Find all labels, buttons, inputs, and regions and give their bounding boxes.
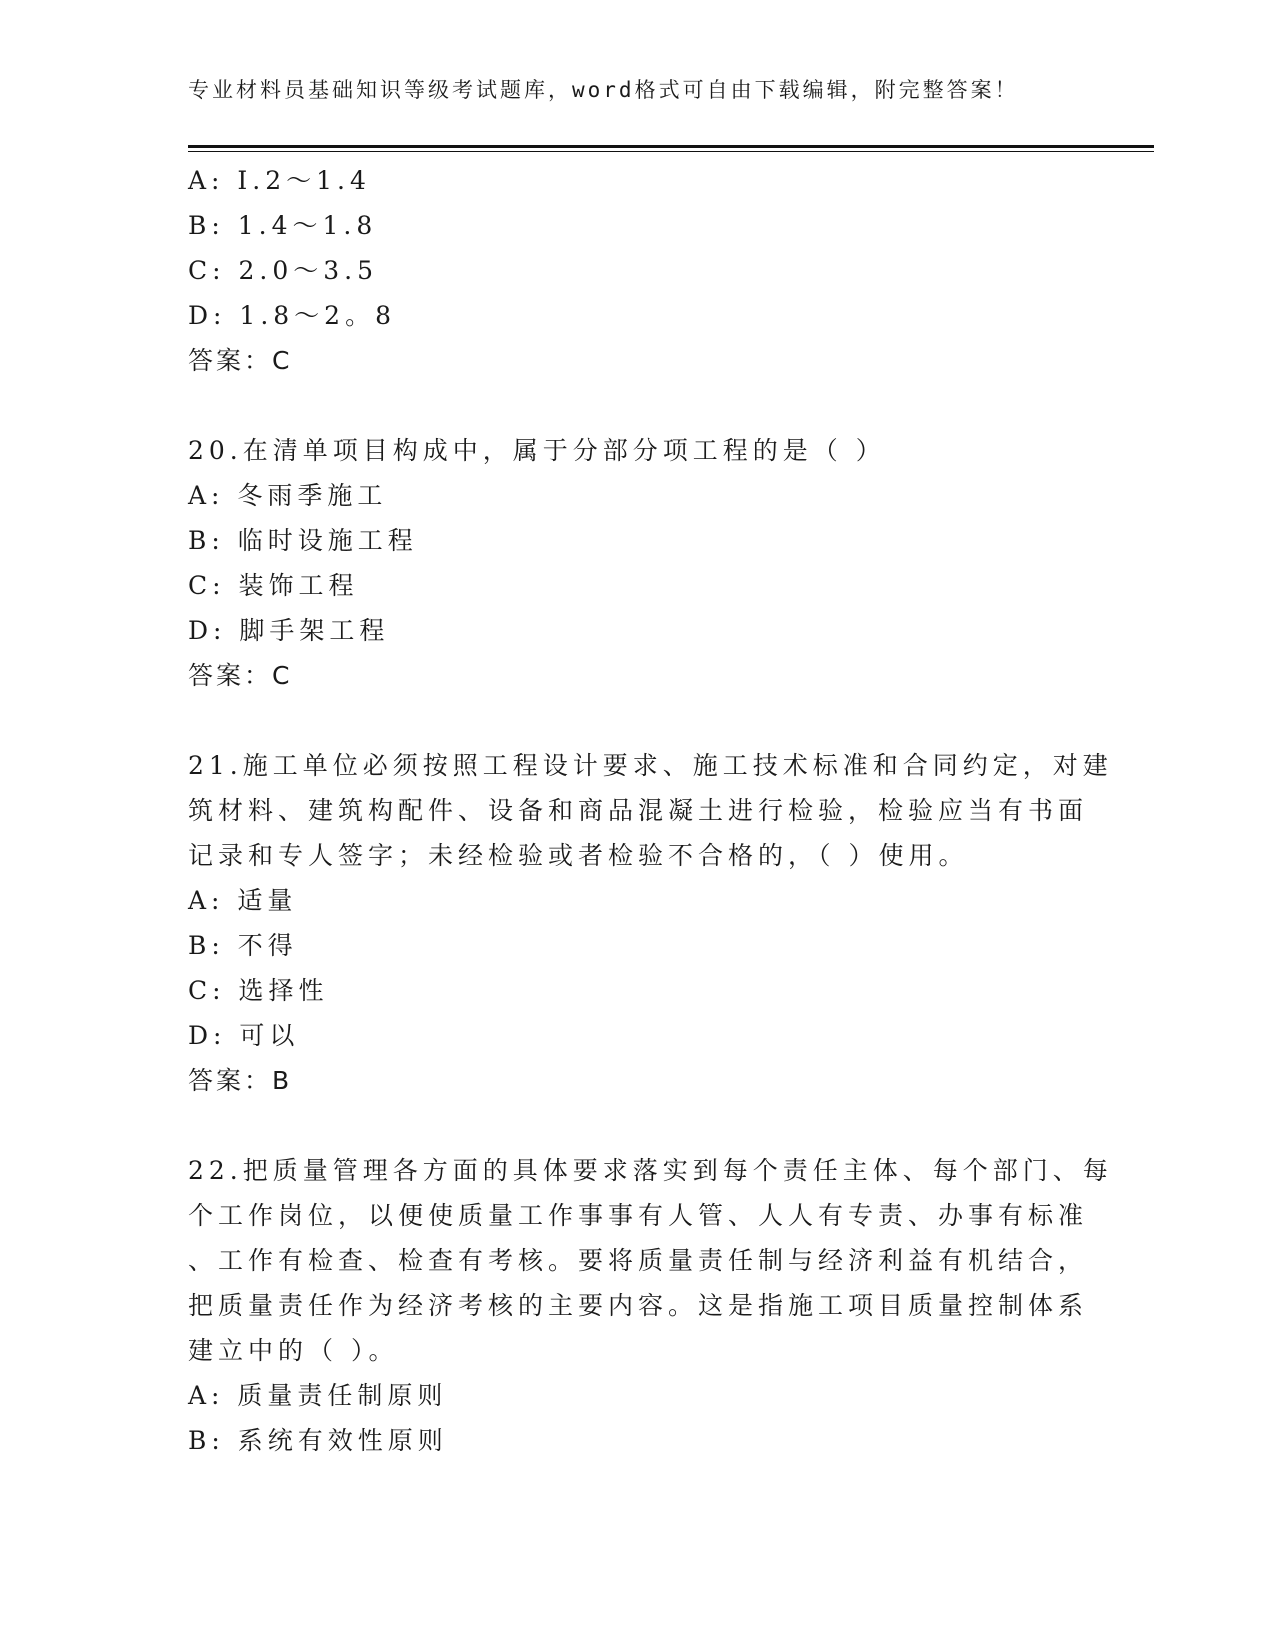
header-rule-thin xyxy=(188,151,1154,152)
answer: 答案：B xyxy=(188,1066,293,1095)
spacer xyxy=(188,383,1088,428)
question-text-line: 筑材料、建筑构配件、设备和商品混凝土进行检验，检验应当有书面 xyxy=(188,796,1089,825)
question-text-line: 记录和专人签字；未经检验或者检验不合格的，（ ）使用。 xyxy=(188,841,969,870)
option-a: A: 适量 xyxy=(188,886,298,915)
question-text-line: 、工作有检查、检查有考核。要将质量责任制与经济利益有机结合， xyxy=(188,1246,1089,1275)
document-body xyxy=(188,158,1113,1463)
question-text: 20.在清单项目构成中，属于分部分项工程的是（ ） xyxy=(188,436,886,465)
option-c: C: 2.0～3.5 xyxy=(188,256,379,285)
document-header: 专业材料员基础知识等级考试题库，word格式可自由下载编辑，附完整答案！ xyxy=(188,78,1019,102)
question-19 xyxy=(188,158,1088,383)
option-c: C: 选择性 xyxy=(188,976,329,1005)
option-b: B: 不得 xyxy=(188,931,298,960)
option-a: A: 质量责任制原则 xyxy=(188,1381,448,1410)
option-a: A: I.2～1.4 xyxy=(188,166,371,195)
question-text-line: 21.施工单位必须按照工程设计要求、施工技术标准和合同约定，对建 xyxy=(188,751,1113,780)
option-b: B: 1.4～1.8 xyxy=(188,211,378,240)
option-b: B: 系统有效性原则 xyxy=(188,1426,448,1455)
option-d: D: 脚手架工程 xyxy=(188,616,390,645)
option-c: C: 装饰工程 xyxy=(188,571,359,600)
answer: 答案：C xyxy=(188,346,293,375)
option-d: D: 1.8～2。8 xyxy=(188,301,396,330)
spacer xyxy=(188,698,1088,743)
question-text-line: 建立中的（ ）。 xyxy=(188,1336,399,1365)
question-20 xyxy=(188,428,1088,698)
header-rule-thick xyxy=(188,145,1154,148)
question-text-line: 把质量责任作为经济考核的主要内容。这是指施工项目质量控制体系 xyxy=(188,1291,1089,1320)
answer: 答案：C xyxy=(188,661,293,690)
question-text-line: 22.把质量管理各方面的具体要求落实到每个责任主体、每个部门、每 xyxy=(188,1156,1113,1185)
question-text-line: 个工作岗位，以便使质量工作事事有人管、人人有专责、办事有标准 xyxy=(188,1201,1089,1230)
option-b: B: 临时设施工程 xyxy=(188,526,418,555)
question-21 xyxy=(188,743,1113,1103)
spacer xyxy=(188,1103,1088,1148)
option-a: A: 冬雨季施工 xyxy=(188,481,388,510)
option-d: D: 可以 xyxy=(188,1021,300,1050)
question-22 xyxy=(188,1148,1113,1463)
